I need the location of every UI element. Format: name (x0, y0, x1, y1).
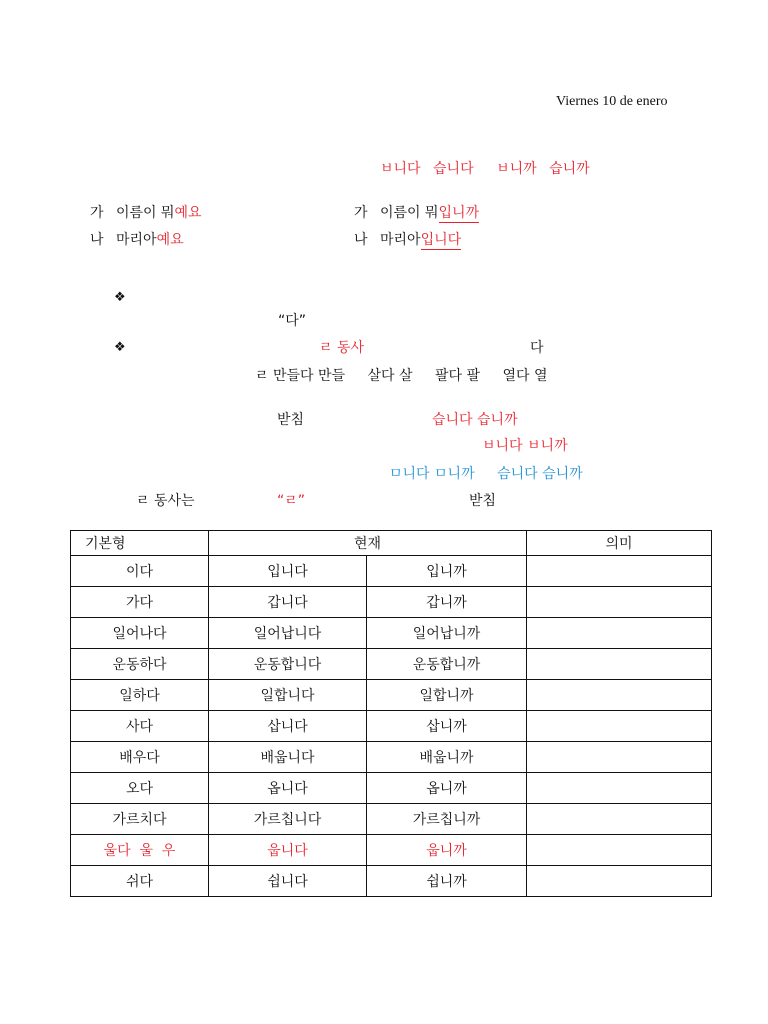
cell-meaning[interactable] (527, 835, 712, 866)
dialogue-base: 마리아 (379, 232, 421, 248)
da-char: 다 (530, 340, 544, 356)
cell-meaning[interactable] (527, 680, 712, 711)
cell-question: 웁니까 (367, 835, 527, 866)
table-row (71, 835, 712, 866)
bullet-diamond-icon: ❖ (114, 290, 126, 305)
cell-question: 일어납니까 (367, 618, 527, 649)
dialogue-base: 이름이 뭐 (379, 205, 439, 221)
dialogue-left-line-1 (90, 204, 202, 222)
cell-base: 사다 (71, 711, 209, 742)
cell-meaning[interactable] (527, 773, 712, 804)
bullet-diamond-icon: ❖ (114, 340, 126, 355)
rieul-verb-rule: ㄹ 동사는 (136, 493, 195, 509)
cell-formal: 입니다 (209, 556, 367, 587)
dialogue-right-line-1 (354, 204, 479, 222)
cell-question: 삽니까 (367, 711, 527, 742)
table-row (71, 742, 712, 773)
table-row (71, 618, 712, 649)
dialogue-ending: 예요 (156, 232, 184, 248)
cell-formal: 옵니다 (209, 773, 367, 804)
cell-meaning[interactable] (527, 618, 712, 649)
cell-formal: 일어납니다 (209, 618, 367, 649)
dialogue-ending: 입니다 (420, 232, 462, 248)
cell-question: 입니까 (367, 556, 527, 587)
cell-formal: 쉽니다 (209, 866, 367, 897)
quote-da: “다” (278, 313, 307, 329)
speaker: 나 (354, 232, 368, 248)
table-row (71, 649, 712, 680)
header-base-form: 기본형 (71, 531, 209, 556)
ending-b-nida: ㅂ니다 (380, 161, 421, 177)
ending-seumnikka: 습니까 (549, 161, 590, 177)
dialogue-ending: 예요 (174, 205, 202, 221)
cell-base: 일하다 (71, 680, 209, 711)
dialogue-left-line-2 (90, 231, 184, 249)
dialogue-base: 이름이 뭐 (115, 205, 175, 221)
cell-formal: 삽니다 (209, 711, 367, 742)
rieul-example-4: 열다 열 (502, 368, 548, 384)
header-meaning: 의미 (527, 531, 712, 556)
rieul-verb-label: ㄹ 동사 (319, 340, 365, 356)
rieul-example-3: 팔다 팔 (434, 368, 481, 384)
table-row (71, 587, 712, 618)
cell-base: 배우다 (71, 742, 209, 773)
cell-meaning[interactable] (527, 804, 712, 835)
ending-b-nikka: ㅂ니까 (496, 161, 537, 177)
seum-pair: 습니다 습니까 (432, 412, 518, 428)
endings-line (380, 160, 590, 178)
quote-rieul: “ㄹ” (277, 493, 306, 509)
rieul-examples-line (255, 367, 548, 385)
cell-formal: 배웁니다 (209, 742, 367, 773)
dialogue-base: 마리아 (115, 232, 157, 248)
cell-meaning[interactable] (527, 587, 712, 618)
cell-formal: 일합니다 (209, 680, 367, 711)
cell-question: 운동합니까 (367, 649, 527, 680)
batchim-label: 받침 (277, 412, 305, 428)
table-header-row (71, 531, 712, 556)
cell-formal: 갑니다 (209, 587, 367, 618)
cell-question: 배웁니까 (367, 742, 527, 773)
speaker: 가 (354, 205, 368, 221)
date-header: Viernes 10 de enero (556, 94, 668, 109)
b-pair: ㅂ니다 ㅂ니까 (482, 438, 568, 454)
cell-base: 쉬다 (71, 866, 209, 897)
table-row (71, 711, 712, 742)
rieul-example-1: ㄹ 만들다 만들 (255, 368, 346, 384)
cell-question: 옵니까 (367, 773, 527, 804)
cell-formal: 웁니다 (209, 835, 367, 866)
cell-base: 이다 (71, 556, 209, 587)
speaker: 가 (90, 205, 104, 221)
cell-formal: 가르칩니다 (209, 804, 367, 835)
seum2-pair: 슴니다 슴니까 (497, 466, 583, 482)
header-present: 현재 (209, 531, 527, 556)
cell-base: 운동하다 (71, 649, 209, 680)
cell-formal: 운동합니다 (209, 649, 367, 680)
conjugation-table (70, 530, 712, 897)
batchim-label-2: 받침 (469, 493, 497, 509)
table-row (71, 773, 712, 804)
table-row (71, 804, 712, 835)
cell-meaning[interactable] (527, 649, 712, 680)
cell-meaning[interactable] (527, 866, 712, 897)
cell-base: 오다 (71, 773, 209, 804)
cell-meaning[interactable] (527, 742, 712, 773)
m-pair: ㅁ니다 ㅁ니까 (389, 466, 475, 482)
ending-seumnida: 습니다 (433, 161, 474, 177)
cell-base: 가다 (71, 587, 209, 618)
table-row (71, 556, 712, 587)
blue-endings-line (389, 465, 583, 483)
cell-meaning[interactable] (527, 711, 712, 742)
dialogue-ending: 입니까 (438, 205, 480, 221)
cell-question: 일합니까 (367, 680, 527, 711)
cell-question: 쉽니까 (367, 866, 527, 897)
cell-meaning[interactable] (527, 556, 712, 587)
cell-question: 가르칩니까 (367, 804, 527, 835)
dialogue-right-line-2 (354, 231, 461, 249)
cell-base: 가르치다 (71, 804, 209, 835)
rieul-example-2: 살다 살 (367, 368, 413, 384)
cell-question: 갑니까 (367, 587, 527, 618)
table-row (71, 680, 712, 711)
cell-base: 일어나다 (71, 618, 209, 649)
table-row (71, 866, 712, 897)
speaker: 나 (90, 232, 104, 248)
cell-base: 울다 울 우 (71, 835, 209, 866)
